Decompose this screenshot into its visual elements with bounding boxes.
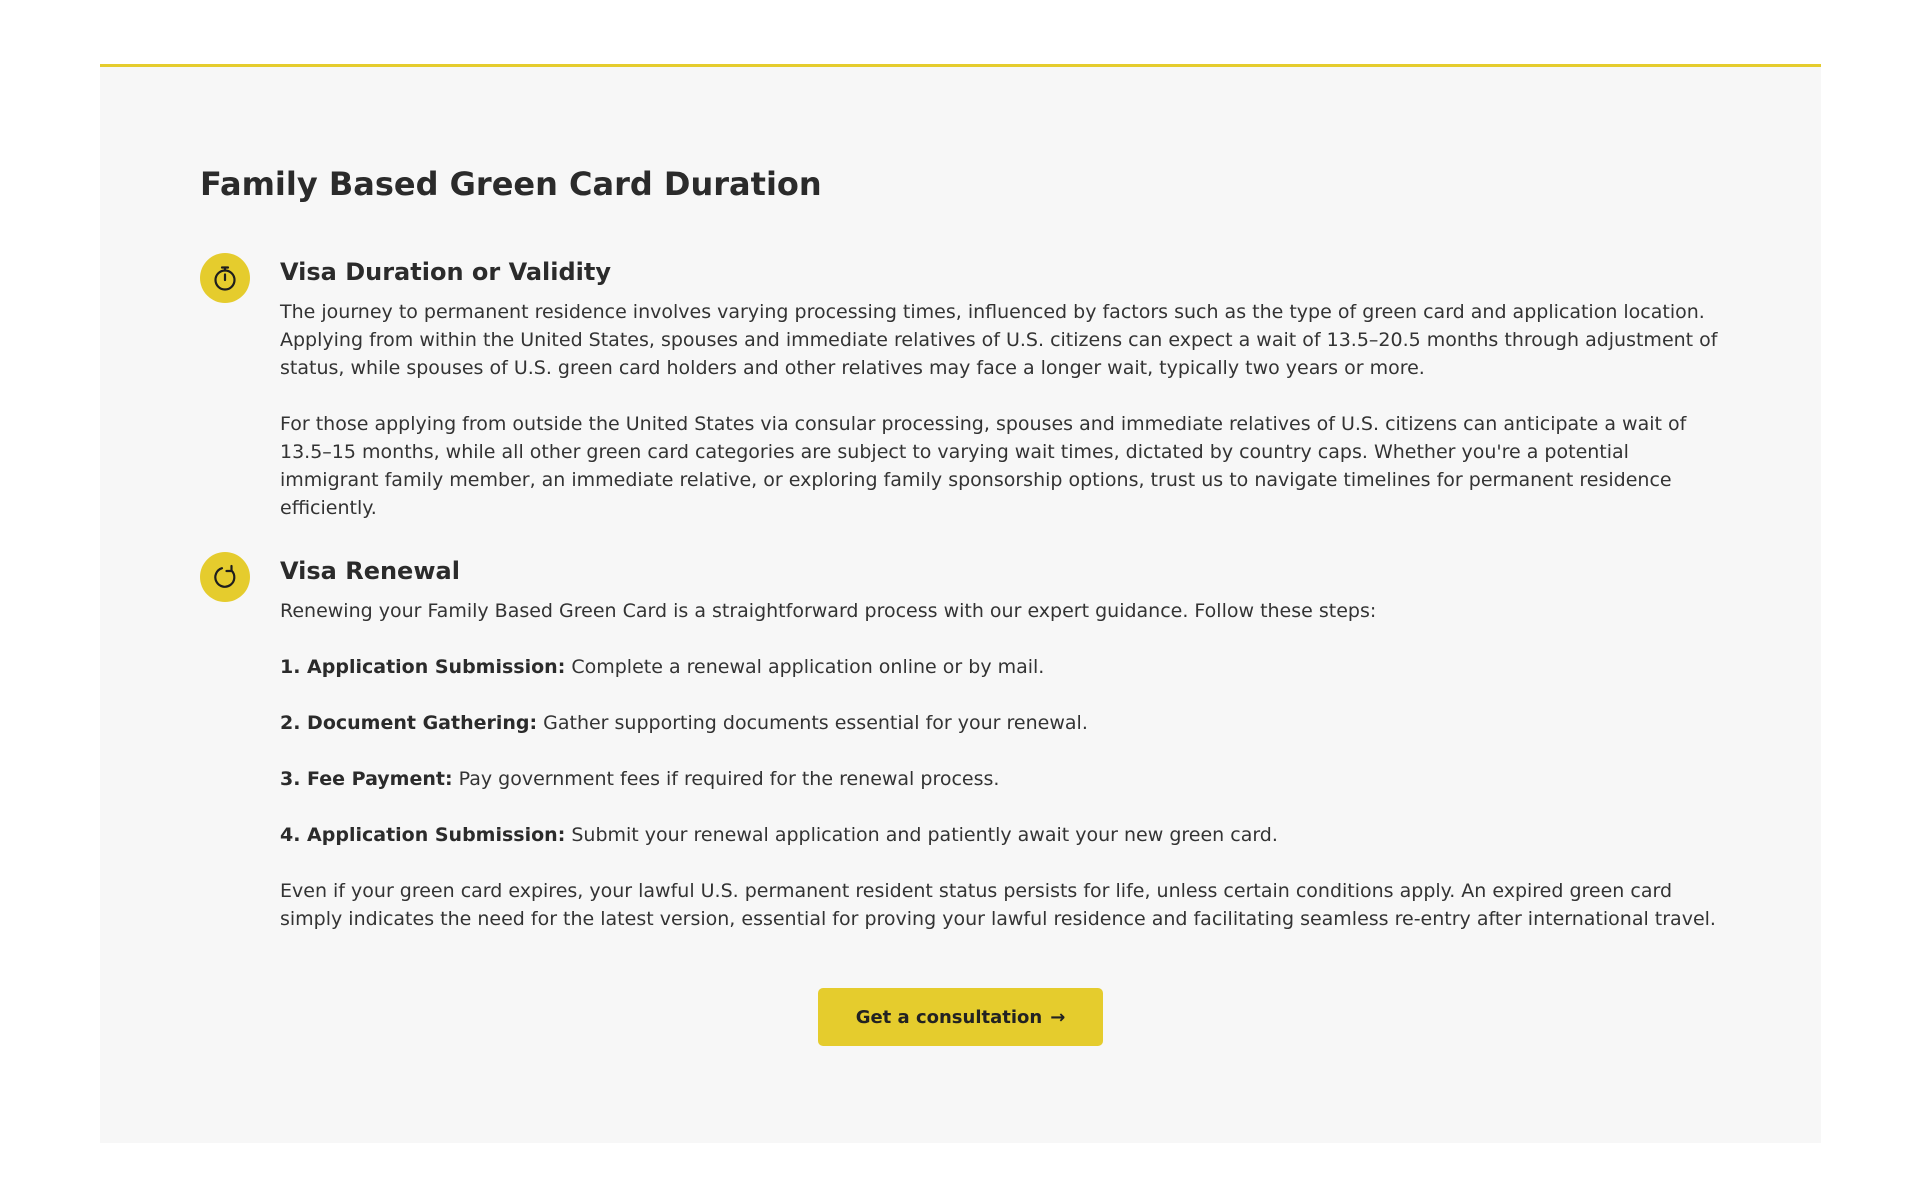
step-label: 3. Fee Payment: — [280, 768, 453, 790]
page-title: Family Based Green Card Duration — [200, 165, 822, 203]
step-item — [280, 821, 1721, 849]
paragraph: Even if your green card expires, your lawful U.S. permanent resident status persists for life, unless certain conditions apply. An expired green card simply indicates the need for the latest version, essential for proving your lawful residence and facilitating seamless re-entry after international travel. — [280, 880, 1716, 930]
section-title: Visa Renewal — [280, 557, 460, 585]
step-item — [280, 653, 1721, 681]
step-item — [280, 709, 1721, 737]
step-item — [280, 765, 1721, 793]
paragraph: The journey to permanent residence involves varying processing times, influenced by factors such as the type of green card and application location. Applying from within the United States, spouses and immediate relatives of U.S. citizens can expect a wait of 13.5–20.5 months through adjustment of status, while spouses of U.S. green card holders and other relatives may face a longer wait, typically two years or more. — [280, 301, 1718, 379]
cta-label: Get a consultation — [855, 1006, 1043, 1028]
step-text: Gather supporting documents essential for your renewal. — [537, 712, 1088, 734]
section-body — [280, 253, 1721, 550]
step-label: 4. Application Submission: — [280, 824, 566, 846]
get-consultation-button[interactable] — [818, 988, 1103, 1046]
content-panel — [100, 64, 1821, 1143]
stopwatch-icon — [200, 253, 250, 303]
section-title: Visa Duration or Validity — [280, 258, 611, 286]
step-text: Pay government fees if required for the renewal process. — [452, 768, 1000, 790]
step-text: Submit your renewal application and patiently await your new green card. — [565, 824, 1278, 846]
step-label: 1. Application Submission: — [280, 656, 566, 678]
paragraph: For those applying from outside the United States via consular processing, spouses and immediate relatives of U.S. citizens can anticipate a wait of 13.5–15 months, while all other green card categories are subject to varying wait times, dictated by country caps. Whether you're a potential immigrant family member, an immediate relative, or exploring family sponsorship options, trust us to navigate timelines for permanent residence efficiently. — [280, 413, 1687, 519]
step-text: Complete a renewal application online or by mail. — [565, 656, 1045, 678]
arrow-right-icon: → — [1050, 1006, 1066, 1028]
step-label: 2. Document Gathering: — [280, 712, 538, 734]
paragraph: Renewing your Family Based Green Card is a straightforward process with our expert guidance. Follow these steps: — [280, 600, 1377, 622]
refresh-icon — [200, 552, 250, 602]
section-body — [280, 552, 1721, 961]
